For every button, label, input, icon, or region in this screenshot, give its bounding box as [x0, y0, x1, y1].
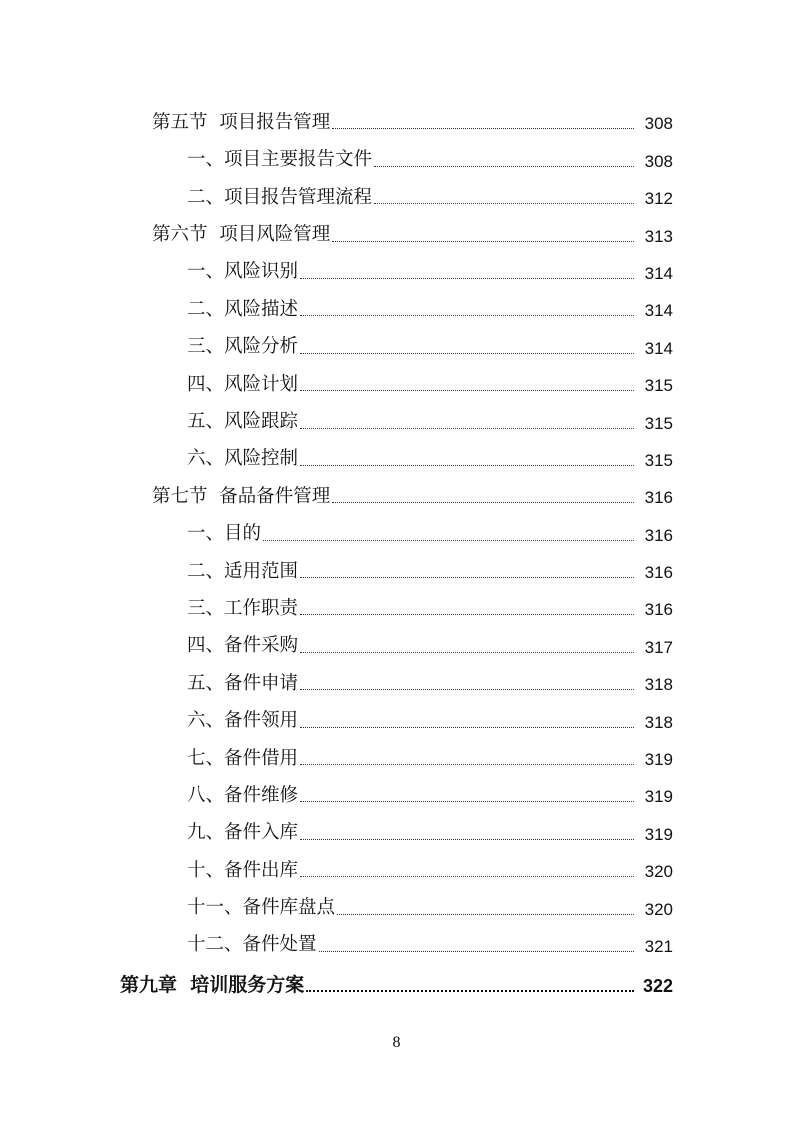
dot-leader: [300, 353, 634, 354]
dot-leader: [300, 465, 634, 466]
toc-entry-page: 313: [644, 226, 673, 246]
toc-entry-page: 318: [644, 675, 673, 695]
dot-leader: [300, 278, 634, 279]
toc-entry[interactable]: [0, 512, 793, 549]
toc-entry-page: 316: [644, 563, 673, 583]
dot-leader: [300, 614, 634, 615]
dot-leader: [337, 914, 634, 915]
toc-entry[interactable]: [0, 886, 793, 923]
toc-entry-page: 319: [644, 787, 673, 807]
toc-entry-label: 二、风险描述: [187, 298, 299, 320]
toc-entry[interactable]: [0, 325, 793, 362]
dot-leader: [300, 839, 634, 840]
dot-leader: [300, 315, 634, 316]
toc-entry[interactable]: [0, 251, 793, 288]
toc-entry-label: 五、备件申请: [187, 672, 299, 694]
dot-leader: [300, 764, 634, 765]
toc-entry-label: 十、备件出库: [187, 859, 299, 881]
dot-leader: [300, 876, 634, 877]
toc-entry-page: 316: [644, 488, 673, 508]
dot-leader: [300, 727, 634, 728]
toc-entry-label: 一、目的: [187, 523, 262, 545]
toc-entry[interactable]: [0, 737, 793, 774]
toc-entry[interactable]: [0, 550, 793, 587]
toc-entry[interactable]: [0, 811, 793, 848]
toc-entry[interactable]: [0, 213, 793, 250]
table-of-contents: [0, 101, 793, 999]
toc-entry-label: 五、风险跟踪: [187, 411, 299, 433]
dot-leader: [332, 502, 634, 503]
toc-entry-label: 第九章 培训服务方案: [120, 973, 305, 996]
toc-entry-label: 十二、备件处置: [187, 934, 317, 956]
toc-entry-label: 十一、备件库盘点: [187, 897, 336, 919]
toc-entry-label: 三、工作职责: [187, 597, 299, 619]
toc-entry-page: 314: [644, 263, 673, 283]
toc-entry-page: 316: [644, 600, 673, 620]
toc-entry-label: 二、适用范围: [187, 560, 299, 582]
toc-entry-page: 308: [644, 151, 673, 171]
toc-entry[interactable]: [0, 587, 793, 624]
toc-entry-label: 六、备件领用: [187, 710, 299, 732]
toc-entry-page: 321: [644, 936, 673, 956]
dot-leader: [263, 540, 634, 541]
toc-entry-page: 318: [644, 712, 673, 732]
toc-entry-page: 315: [644, 413, 673, 433]
dot-leader: [300, 390, 634, 391]
toc-entry-page: 319: [644, 750, 673, 770]
toc-entry-page: 320: [644, 862, 673, 882]
toc-entry-page: 314: [644, 301, 673, 321]
toc-entry[interactable]: [0, 363, 793, 400]
dot-leader: [319, 951, 634, 952]
toc-entry-page: 315: [644, 450, 673, 470]
toc-entry[interactable]: [0, 400, 793, 437]
dot-leader: [300, 428, 634, 429]
toc-entry[interactable]: [0, 176, 793, 213]
toc-entry-page: 314: [644, 338, 673, 358]
toc-entry-label: 四、风险计划: [187, 373, 299, 395]
page-number: 8: [392, 1034, 401, 1051]
toc-entry[interactable]: [0, 699, 793, 736]
toc-chapter-entry[interactable]: [0, 961, 793, 999]
toc-entry-page: 308: [644, 114, 673, 134]
toc-entry-page: 319: [644, 824, 673, 844]
toc-entry[interactable]: [0, 475, 793, 512]
toc-entry-label: 二、项目报告管理流程: [187, 186, 373, 208]
toc-entry[interactable]: [0, 288, 793, 325]
toc-entry-page: 317: [644, 637, 673, 657]
dot-leader: [332, 241, 634, 242]
toc-entry-label: 第六节 项目风险管理: [152, 224, 331, 246]
dot-leader: [374, 203, 634, 204]
toc-entry[interactable]: [0, 101, 793, 138]
toc-entry-label: 第七节 备品备件管理: [152, 485, 331, 507]
dot-leader: [300, 577, 634, 578]
toc-entry-label: 三、风险分析: [187, 336, 299, 358]
toc-entry[interactable]: [0, 624, 793, 661]
dot-leader: [300, 689, 634, 690]
dot-leader: [306, 990, 634, 992]
dot-leader: [300, 652, 634, 653]
toc-entry-label: 四、备件采购: [187, 635, 299, 657]
toc-entry[interactable]: [0, 138, 793, 175]
toc-entry-page: 312: [644, 189, 673, 209]
toc-entry-page: 316: [644, 525, 673, 545]
dot-leader: [332, 128, 634, 129]
toc-entry[interactable]: [0, 438, 793, 475]
toc-entry-label: 第五节 项目报告管理: [152, 111, 331, 133]
toc-entry-page: 320: [644, 899, 673, 919]
toc-entry-label: 一、风险识别: [187, 261, 299, 283]
toc-entry-label: 九、备件入库: [187, 822, 299, 844]
toc-entry-label: 一、项目主要报告文件: [187, 149, 373, 171]
toc-entry-label: 七、备件借用: [187, 747, 299, 769]
toc-entry-page: 322: [642, 975, 673, 996]
toc-entry-page: 315: [644, 376, 673, 396]
toc-entry[interactable]: [0, 849, 793, 886]
toc-entry[interactable]: [0, 924, 793, 961]
toc-entry[interactable]: [0, 662, 793, 699]
toc-entry[interactable]: [0, 774, 793, 811]
toc-entry-label: 六、风险控制: [187, 448, 299, 470]
toc-entry-label: 八、备件维修: [187, 784, 299, 806]
dot-leader: [300, 801, 634, 802]
dot-leader: [374, 166, 634, 167]
